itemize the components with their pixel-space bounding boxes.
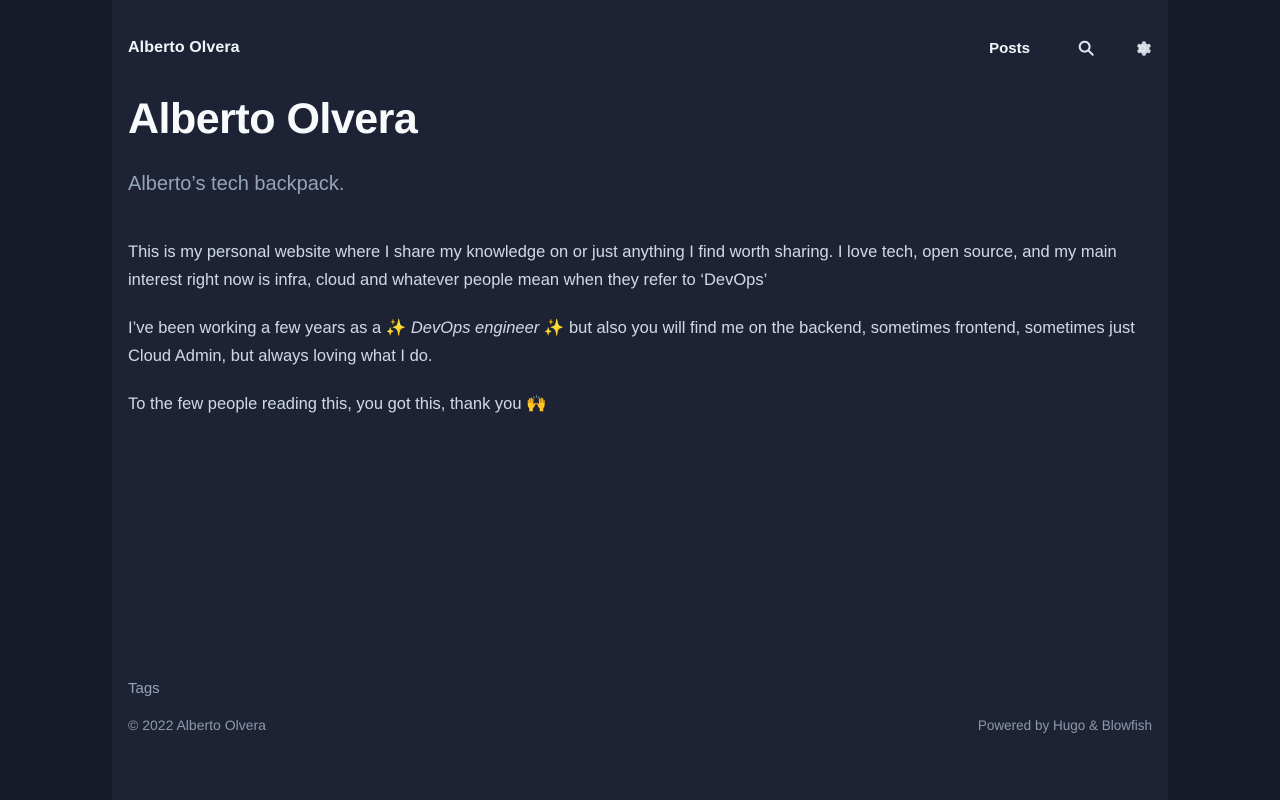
paragraph-role-lead: I’ve been working a few years as a	[128, 319, 386, 338]
paragraph-thanks: To the few people reading this, you got this, thank you 🙌	[128, 395, 547, 414]
paragraph-role-tail: but also you will find me on the backend, sometimes frontend, sometimes just Cloud Admin, but always loving what I do.	[128, 319, 1135, 366]
paragraph-role	[128, 314, 1138, 370]
paragraph-role-emphasis: DevOps engineer	[406, 319, 544, 338]
footer-copyright: © 2022 Alberto Olvera	[128, 717, 266, 734]
page-title: Alberto Olvera	[128, 95, 418, 143]
search-icon[interactable]	[1076, 38, 1096, 58]
site-footer	[128, 717, 1152, 763]
tags-label[interactable]: Tags	[128, 680, 160, 698]
body-copy	[128, 238, 1152, 418]
sparkles-icon-left: ✨	[385, 319, 407, 338]
nav-item-posts[interactable]: Posts	[989, 39, 1030, 57]
page-subtitle: Alberto’s tech backpack.	[128, 173, 345, 196]
site-brand-link[interactable]: Alberto Olvera	[128, 39, 240, 56]
site-header	[128, 0, 1152, 96]
content-container	[112, 0, 1168, 800]
left-gutter	[0, 0, 112, 800]
primary-nav	[989, 38, 1152, 58]
sparkles-icon-right: ✨	[543, 319, 565, 338]
right-gutter	[1168, 0, 1280, 800]
main-content	[128, 96, 1152, 680]
footer-powered-by[interactable]: Powered by Hugo & Blowfish	[977, 717, 1152, 733]
tags-section	[128, 680, 1152, 697]
gear-icon[interactable]	[1132, 38, 1152, 58]
content-spacer	[128, 418, 1152, 680]
paragraph-intro: This is my personal website where I share my knowledge on or just anything I find worth sharing. I love tech, open source, and my main interest right now is infra, cloud and whatever people mean when they refer to ‘DevOps’	[128, 243, 1117, 290]
